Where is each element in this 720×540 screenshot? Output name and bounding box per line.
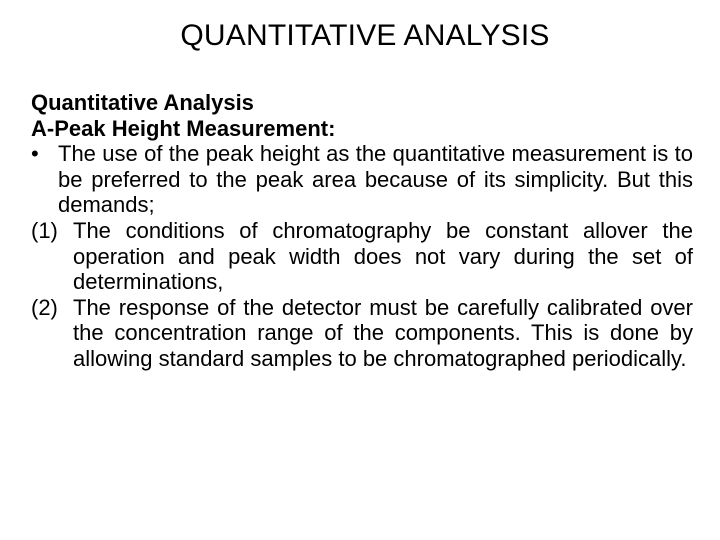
numbered-text-2: The response of the detector must be carefully calibrated over the concentration range of the components. This is done by allowing standard samples to be chromatographed periodically.	[73, 294, 693, 371]
numbered-text-1: The conditions of chromatography be constant allover the operation and peak width does not vary during the set of determinations,	[73, 217, 693, 295]
subtitle: Quantitative Analysis	[31, 90, 254, 115]
section-heading: A-Peak Height Measurement:	[31, 115, 336, 141]
numbered-marker-1: (1)	[31, 217, 58, 243]
numbered-marker-2: (2)	[31, 294, 58, 320]
slide-title: QUANTITATIVE ANALYSIS	[180, 19, 550, 52]
bullet-item	[31, 141, 693, 218]
slide-body	[31, 90, 693, 372]
numbered-item-1	[31, 218, 693, 295]
numbered-item-2	[31, 295, 693, 372]
bullet-text: The use of the peak height as the quantitative measurement is to be preferred to the peak area because of its simplicity. But this demands;	[58, 141, 693, 218]
bullet-marker: •	[31, 141, 39, 167]
